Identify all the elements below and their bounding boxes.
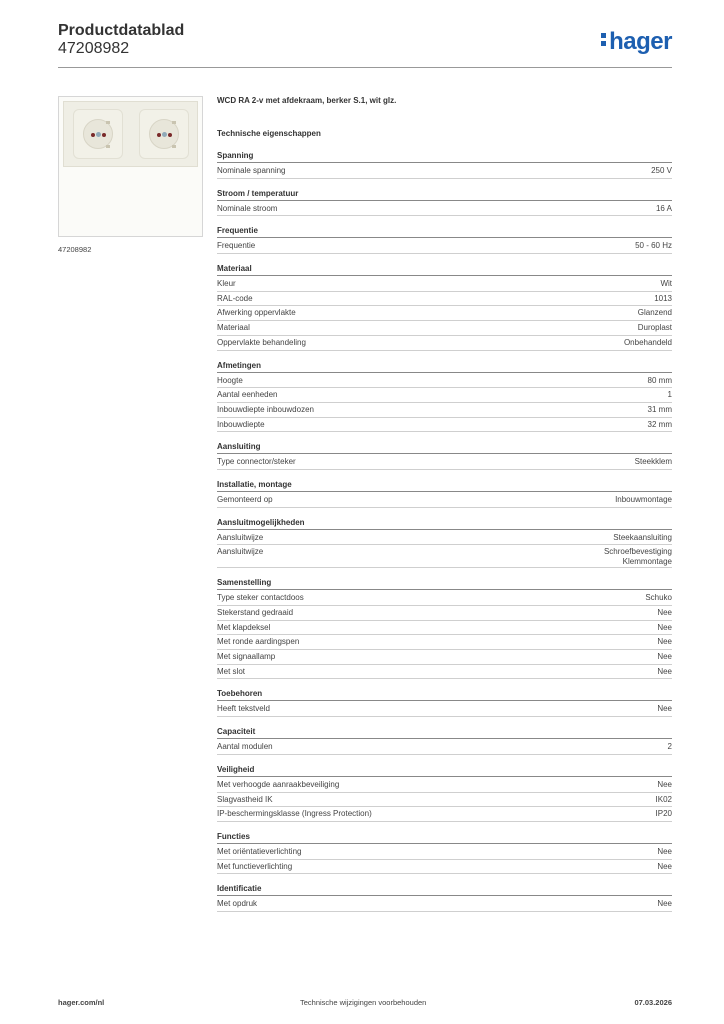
spec-row [217, 606, 672, 621]
spec-row [217, 418, 672, 433]
spec-label: Heeft tekstveld [217, 704, 270, 714]
spec-label: Materiaal [217, 323, 250, 333]
spec-section [217, 883, 672, 912]
section-title: Afmetingen [217, 360, 261, 370]
spec-value-line: Nee [657, 779, 672, 789]
spec-section [217, 150, 672, 179]
spec-value [657, 704, 672, 714]
spec-section [217, 188, 672, 217]
spec-value-line: Wit [660, 279, 672, 289]
logo-text: hager [609, 28, 672, 55]
spec-value [604, 547, 672, 567]
spec-value-line: 1 [667, 390, 672, 400]
spec-label: Kleur [217, 279, 236, 289]
spec-value [648, 405, 672, 415]
spec-value-line: Inbouwmontage [615, 494, 672, 504]
spec-row [217, 807, 672, 822]
spec-value [648, 420, 672, 430]
spec-value [638, 308, 672, 318]
spec-row [217, 740, 672, 755]
spec-row [217, 388, 672, 403]
product-content [217, 96, 672, 912]
spec-value [657, 637, 672, 647]
spec-value-line: 31 mm [647, 404, 672, 414]
footer-website-link[interactable]: hager.com/nl [58, 998, 105, 1007]
spec-label: Type steker contactdoos [217, 593, 304, 603]
spec-section [217, 688, 672, 717]
section-divider [217, 738, 672, 739]
spec-row [217, 403, 672, 418]
spec-section [217, 225, 672, 254]
spec-label: RAL-code [217, 293, 253, 303]
spec-row [217, 621, 672, 636]
spec-value-line: Steekaansluiting [613, 532, 672, 542]
spec-value [615, 495, 672, 505]
spec-row [217, 202, 672, 217]
section-divider [217, 529, 672, 530]
spec-row [217, 239, 672, 254]
section-divider [217, 453, 672, 454]
spec-value [657, 862, 672, 872]
spec-value-line: Nee [657, 846, 672, 856]
spec-row [217, 292, 672, 307]
spec-value-line: Nee [657, 608, 672, 617]
spec-label: Nominale spanning [217, 166, 286, 175]
spec-label: Stekerstand gedraaid [217, 608, 294, 617]
spec-section [217, 360, 672, 433]
socket-outlet-right [139, 109, 189, 159]
spec-value-line: Onbehandeld [623, 337, 672, 347]
spec-row [217, 635, 672, 650]
spec-row [217, 455, 672, 470]
spec-value [656, 204, 672, 214]
specification-sections [217, 150, 672, 912]
spec-row [217, 845, 672, 860]
spec-label: Nominale stroom [217, 203, 278, 213]
section-title: Functies [217, 831, 250, 841]
spec-value-line: Klemmontage [622, 557, 672, 567]
spec-value [654, 294, 672, 304]
spec-label: Afwerking oppervlakte [217, 308, 296, 318]
spec-row [217, 665, 672, 680]
section-divider [217, 237, 672, 238]
section-divider [217, 200, 672, 201]
spec-section [217, 726, 672, 755]
spec-row [217, 374, 672, 389]
spec-value [657, 899, 672, 909]
spec-label: Type connector/steker [217, 457, 296, 467]
section-title: Identificatie [217, 884, 262, 894]
section-title: Veiligheid [217, 764, 255, 774]
section-divider [217, 275, 672, 276]
section-divider [217, 589, 672, 590]
product-image [58, 96, 203, 237]
spec-value-line: Duroplast [637, 323, 672, 333]
spec-value [660, 279, 672, 289]
spec-value [645, 593, 672, 603]
spec-value-line: Glanzend [637, 308, 672, 318]
spec-value-line: Nee [657, 637, 672, 647]
spec-row [217, 164, 672, 179]
spec-value-line: Schroefbevestiging [603, 547, 672, 557]
footer-date: 07.03.2026 [634, 998, 672, 1007]
section-title: Frequentie [217, 226, 258, 236]
spec-value [638, 323, 672, 333]
footer-notice: Technische wijzigingen voorbehouden [300, 998, 427, 1007]
section-title: Toebehoren [217, 689, 263, 699]
spec-row [217, 336, 672, 351]
spec-row [217, 493, 672, 508]
header-divider [58, 67, 672, 68]
spec-value [657, 608, 672, 618]
section-title: Stroom / temperatuur [217, 188, 299, 198]
spec-value-line: 16 A [655, 203, 672, 213]
section-divider [217, 162, 672, 163]
spec-value [657, 667, 672, 677]
socket-outlet-left [73, 109, 123, 159]
spec-value-line: 50 - 60 Hz [635, 241, 672, 251]
section-title: Aansluitmogelijkheden [217, 517, 305, 527]
spec-label: Met oriëntatieverlichting [217, 846, 302, 856]
spec-label: Inbouwdiepte inbouwdozen [217, 404, 314, 414]
spec-row [217, 321, 672, 336]
page-header [58, 22, 672, 66]
document-title: Productdatablad [58, 22, 185, 39]
spec-value [657, 780, 672, 790]
spec-value-line: 250 V [651, 166, 672, 175]
spec-label: Met functieverlichting [217, 861, 293, 871]
spec-label: Met verhoogde aanraakbeveiliging [217, 779, 340, 789]
spec-label: IP-beschermingsklasse (Ingress Protection) [217, 809, 372, 819]
spec-value [656, 809, 672, 819]
spec-value [635, 241, 672, 251]
spec-row [217, 277, 672, 292]
product-description: WCD RA 2-v met afdekraam, berker S.1, wit glz. [217, 96, 397, 105]
spec-value-line: Schuko [645, 593, 672, 603]
spec-label: Inbouwdiepte [217, 419, 265, 429]
spec-value [657, 847, 672, 857]
spec-value-line: Nee [657, 861, 672, 871]
spec-label: Aansluitwijze [217, 532, 264, 542]
spec-label: Met opdruk [217, 899, 258, 909]
spec-value-line: IP20 [655, 809, 672, 819]
spec-value [656, 795, 672, 805]
spec-section [217, 517, 672, 569]
spec-label: Met slot [217, 666, 246, 676]
section-divider [217, 491, 672, 492]
spec-label: Slagvastheid IK [217, 794, 273, 804]
spec-value-line: Nee [657, 622, 672, 632]
spec-value [648, 376, 672, 386]
spec-label: Aantal modulen [217, 742, 273, 752]
spec-label: Frequentie [217, 241, 256, 251]
spec-value [657, 652, 672, 662]
spec-value [657, 623, 672, 633]
section-divider [217, 700, 672, 701]
socket-cover-plate [63, 101, 198, 167]
spec-label: Met klapdeksel [217, 622, 271, 632]
image-caption: 47208982 [58, 245, 92, 254]
spec-value-line: Nee [657, 899, 672, 909]
spec-value-line: 32 mm [647, 419, 672, 429]
spec-label: Hoogte [217, 375, 243, 385]
spec-value [668, 742, 672, 752]
spec-label: Oppervlakte behandeling [217, 337, 306, 347]
spec-section [217, 764, 672, 822]
spec-value-line: 2 [667, 742, 672, 752]
spec-value-line: Nee [657, 704, 672, 714]
spec-value-line: 80 mm [647, 375, 672, 385]
logo-dots-icon [601, 33, 607, 47]
section-divider [217, 843, 672, 844]
section-title: Capaciteit [217, 727, 256, 737]
spec-value [624, 338, 672, 348]
hager-logo [601, 28, 672, 56]
spec-section [217, 441, 672, 470]
section-title: Installatie, montage [217, 479, 292, 489]
spec-label: Aantal eenheden [217, 390, 278, 400]
section-divider [217, 776, 672, 777]
spec-value [635, 457, 672, 467]
spec-row [217, 306, 672, 321]
section-title: Materiaal [217, 264, 252, 274]
spec-row [217, 702, 672, 717]
section-title: Spanning [217, 151, 254, 160]
section-title: Aansluiting [217, 442, 261, 452]
spec-row [217, 591, 672, 606]
spec-section [217, 831, 672, 874]
spec-row [217, 778, 672, 793]
spec-section [217, 479, 672, 508]
spec-value [651, 166, 672, 176]
spec-value [613, 533, 672, 543]
spec-row [217, 650, 672, 665]
spec-value-line: Nee [657, 652, 672, 662]
spec-value-line: IK02 [655, 794, 672, 804]
spec-row [217, 897, 672, 912]
spec-row [217, 531, 672, 546]
section-title: Samenstelling [217, 578, 272, 588]
spec-row [217, 860, 672, 875]
spec-label: Met ronde aardingspen [217, 637, 300, 647]
spec-label: Met signaallamp [217, 652, 276, 662]
spec-section [217, 577, 672, 679]
section-divider [217, 895, 672, 896]
spec-row [217, 793, 672, 808]
technical-properties-title: Technische eigenschappen [217, 129, 321, 138]
section-divider [217, 372, 672, 373]
spec-section [217, 263, 672, 350]
spec-value-line: Nee [657, 666, 672, 676]
document-number: 47208982 [58, 40, 130, 57]
spec-value-line: 1013 [654, 293, 672, 303]
spec-value [668, 390, 672, 400]
spec-value-line: Steekklem [634, 457, 672, 467]
spec-row [217, 545, 672, 568]
spec-label: Gemonteerd op [217, 494, 273, 504]
spec-label: Aansluitwijze [217, 547, 264, 557]
